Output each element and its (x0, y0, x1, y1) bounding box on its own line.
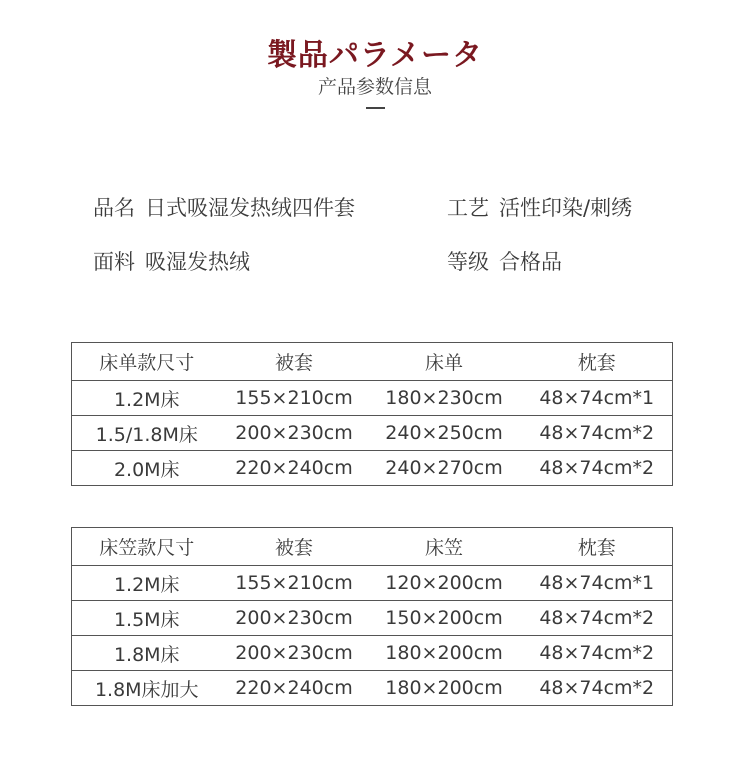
table-cell: 1.8M床加大 (72, 671, 222, 706)
table-row (72, 566, 673, 601)
table-row (72, 451, 673, 486)
table-cell: 180×200cm (367, 636, 522, 671)
table-cell: 1.8M床 (72, 636, 222, 671)
table-header-cell: 床单款尺寸 (72, 343, 222, 381)
table-header-cell: 被套 (222, 343, 367, 381)
table-cell: 220×240cm (222, 671, 367, 706)
param-fabric-label: 面料 (93, 250, 135, 274)
param-craft-value: 活性印染/刺绣 (499, 196, 633, 220)
table-cell: 48×74cm*2 (522, 416, 673, 451)
table-cell: 240×250cm (367, 416, 522, 451)
table-header-cell: 被套 (222, 528, 367, 566)
param-fabric (93, 246, 250, 276)
title-divider (366, 107, 385, 109)
table-row (72, 671, 673, 706)
table-cell: 150×200cm (367, 601, 522, 636)
param-name-value: 日式吸湿发热绒四件套 (145, 196, 355, 220)
page-subtitle: 产品参数信息 (317, 76, 432, 98)
table-cell: 1.2M床 (72, 566, 222, 601)
table-row (72, 636, 673, 671)
table-cell: 120×200cm (367, 566, 522, 601)
table-row (72, 416, 673, 451)
sheet-size-table (71, 342, 673, 486)
table-cell: 48×74cm*1 (522, 381, 673, 416)
fitted-sheet-size-table (71, 527, 673, 706)
table-cell: 48×74cm*2 (522, 636, 673, 671)
table-cell: 220×240cm (222, 451, 367, 486)
table-cell: 200×230cm (222, 601, 367, 636)
param-fabric-value: 吸湿发热绒 (145, 250, 250, 274)
table-header-row (72, 343, 673, 381)
table-cell: 48×74cm*2 (522, 671, 673, 706)
table-cell: 180×200cm (367, 671, 522, 706)
param-craft-label: 工艺 (447, 196, 489, 220)
table-header-cell: 枕套 (522, 343, 673, 381)
table-cell: 1.5M床 (72, 601, 222, 636)
table-cell: 2.0M床 (72, 451, 222, 486)
table-header-cell: 床笠 (367, 528, 522, 566)
table-row (72, 381, 673, 416)
table-cell: 48×74cm*2 (522, 601, 673, 636)
param-grade-label: 等级 (447, 250, 489, 274)
table-cell: 48×74cm*2 (522, 451, 673, 486)
table-cell: 1.2M床 (72, 381, 222, 416)
table-cell: 155×210cm (222, 381, 367, 416)
table-cell: 240×270cm (367, 451, 522, 486)
table-cell: 200×230cm (222, 416, 367, 451)
table-cell: 180×230cm (367, 381, 522, 416)
param-grade (447, 246, 562, 276)
param-grade-value: 合格品 (499, 250, 562, 274)
page-title: 製品パラメータ (266, 38, 484, 73)
table-cell: 1.5/1.8M床 (72, 416, 222, 451)
table-header-cell: 枕套 (522, 528, 673, 566)
param-name (93, 192, 355, 222)
table-cell: 155×210cm (222, 566, 367, 601)
table-header-cell: 床单 (367, 343, 522, 381)
table-header-cell: 床笠款尺寸 (72, 528, 222, 566)
table-header-row (72, 528, 673, 566)
table-cell: 48×74cm*1 (522, 566, 673, 601)
param-name-label: 品名 (93, 196, 135, 220)
param-craft (447, 192, 632, 222)
table-row (72, 601, 673, 636)
table-cell: 200×230cm (222, 636, 367, 671)
